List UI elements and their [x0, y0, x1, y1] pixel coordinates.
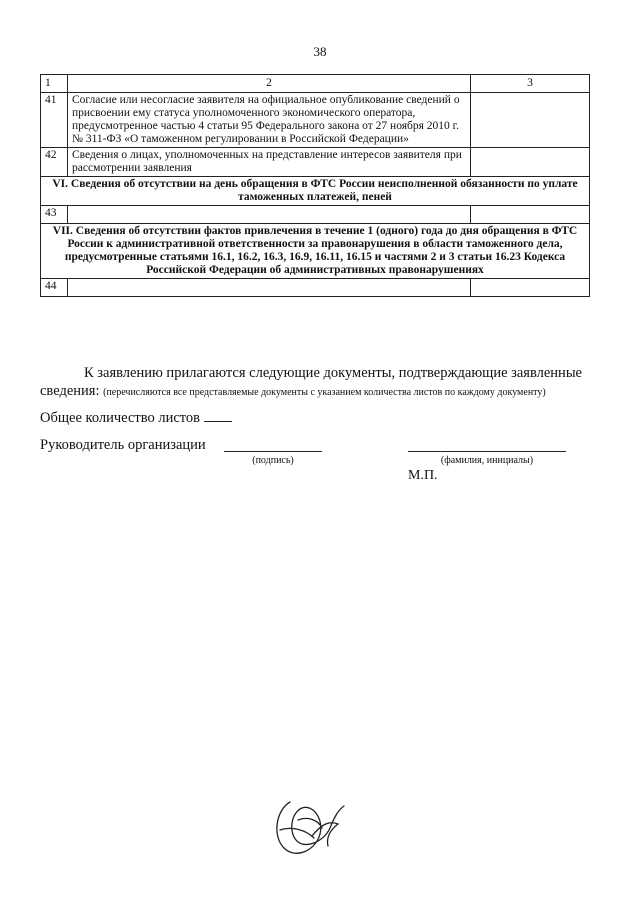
row-43-number: 43: [41, 206, 68, 224]
page-number: 38: [313, 44, 327, 59]
name-caption: (фамилия, инициалы): [440, 455, 534, 466]
header-col-1: 1: [41, 75, 68, 93]
section-7-row: [41, 224, 590, 279]
section-7-heading: VII. Сведения об отсутствии фактов привлечения в течение 1 (одного) года до дня обращения в ФТС России к административной ответственности за правонарушения в области таможенного дела, предусмотренные статьями 16.1, 16.2, 16.3, 16.9, 16.11, 16.15 и частями 2 и 3 статьи 16.23 Кодекса Российской Федерации об административных правонарушениях: [41, 224, 590, 279]
handwritten-signature: [268, 790, 358, 862]
header-col-3: 3: [471, 75, 590, 93]
row-44-value[interactable]: [471, 279, 590, 297]
row-44-number: 44: [41, 279, 68, 297]
name-line[interactable]: [408, 451, 566, 452]
row-44-description[interactable]: [68, 279, 471, 297]
table-row-43: [41, 206, 590, 224]
attachments-paragraph: [40, 364, 600, 402]
stamp-label: М.П.: [408, 468, 438, 483]
table-row-41: [41, 93, 590, 148]
attachments-note: (перечисляются все представляемые документы с указанием количества листов по каждому документу): [103, 387, 546, 398]
table-header-row: [41, 75, 590, 93]
row-42-description: Сведения о лицах, уполномоченных на представление интересов заявителя при рассмотрении заявления: [68, 148, 471, 177]
signature-line[interactable]: [224, 451, 322, 452]
attachments-text: К заявлению прилагаются следующие документы, подтверждающие заявленные сведения:: [40, 365, 582, 399]
section-6-row: [41, 177, 590, 206]
signature-caption: (подпись): [252, 455, 294, 466]
row-41-description: Согласие или несогласие заявителя на официальное опубликование сведений о присвоении ему статуса уполномоченного экономического оператора, предусмотренное частью 4 статьи 95 Федерального закона от 27 ноября 2010 г. № 311-ФЗ «О таможенном регулировании в Российской Федерации»: [68, 93, 471, 148]
form-table: [40, 74, 590, 297]
table-row-44: [41, 279, 590, 297]
total-sheets-line: [40, 409, 232, 427]
total-sheets-blank[interactable]: [204, 409, 232, 422]
total-sheets-label: Общее количество листов: [40, 410, 201, 426]
row-43-description[interactable]: [68, 206, 471, 224]
header-col-2: 2: [68, 75, 471, 93]
table-row-42: [41, 148, 590, 177]
row-43-value[interactable]: [471, 206, 590, 224]
row-42-number: 42: [41, 148, 68, 177]
row-41-value[interactable]: [471, 93, 590, 148]
head-of-organization-label: Руководитель организации: [40, 437, 206, 453]
section-6-heading: VI. Сведения об отсутствии на день обращения в ФТС России неисполненной обязанности по уплате таможенных платежей, пеней: [41, 177, 590, 206]
row-42-value[interactable]: [471, 148, 590, 177]
row-41-number: 41: [41, 93, 68, 148]
